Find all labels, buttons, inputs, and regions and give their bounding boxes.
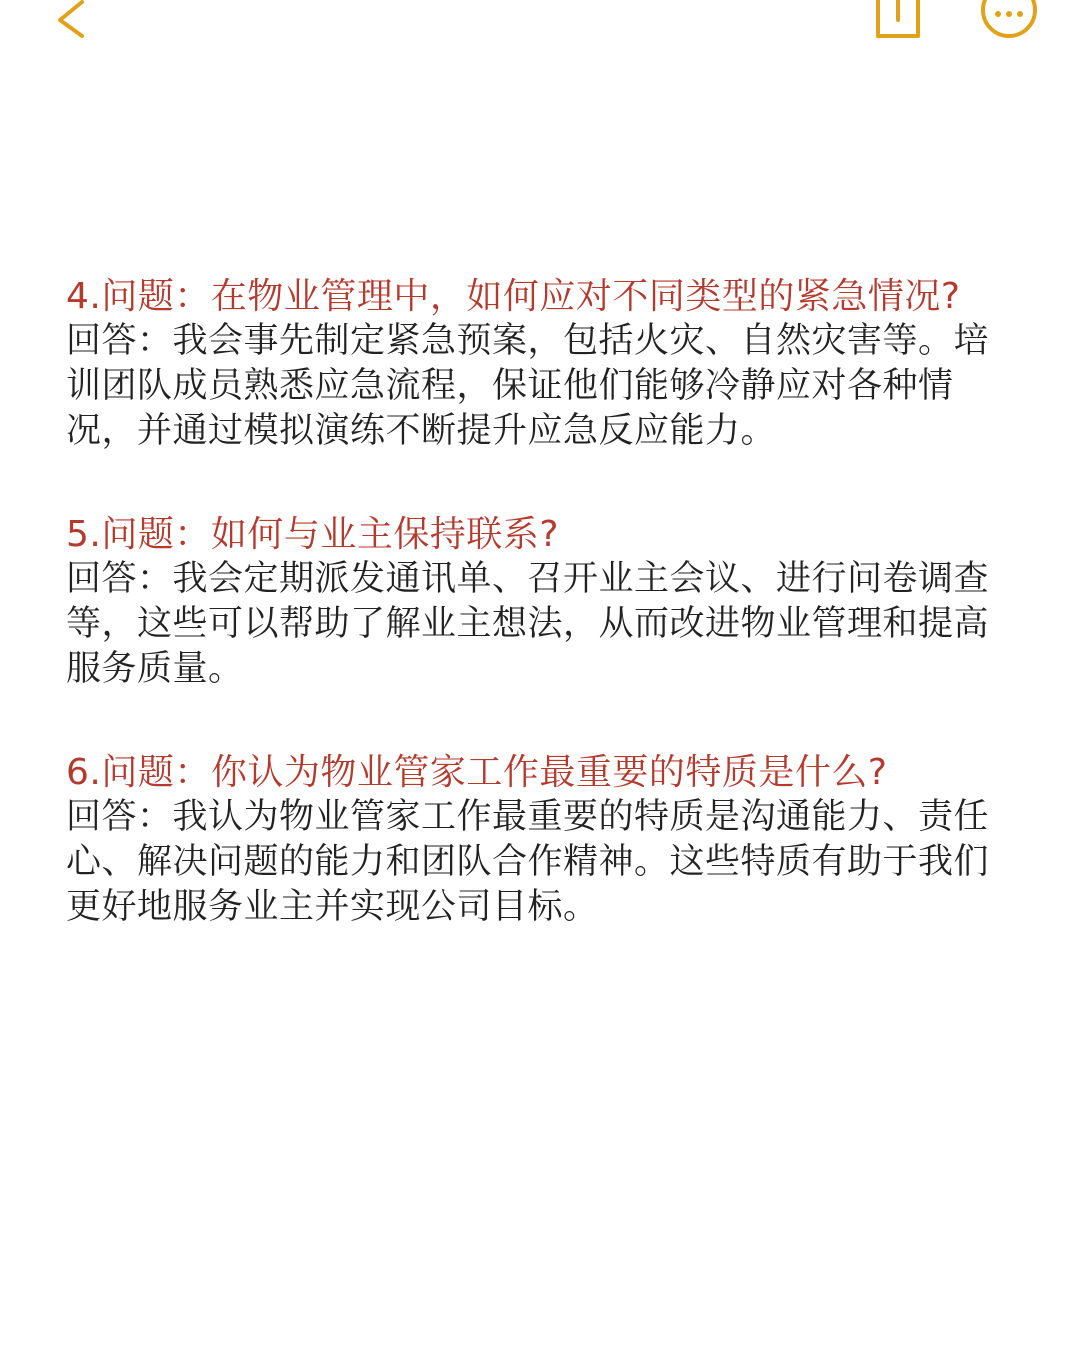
question-6: 6.问题：你认为物业管家工作最重要的特质是什么? <box>66 752 888 793</box>
share-button[interactable] <box>872 0 924 42</box>
top-toolbar <box>0 0 1080 60</box>
qa-list <box>66 274 996 930</box>
qa-item-4 <box>66 274 996 454</box>
qa-item-6 <box>66 750 996 930</box>
question-4: 4.问题：在物业管理中，如何应对不同类型的紧急情况? <box>66 276 961 317</box>
answer-5: 回答：我会定期派发通讯单、召开业主会议、进行问卷调查等，这些可以帮助了解业主想法，从而改进物业管理和提高服务质量。 <box>66 559 990 689</box>
more-button[interactable] <box>976 0 1042 42</box>
more-icon <box>976 0 1042 42</box>
qa-item-5 <box>66 512 996 692</box>
answer-6: 回答：我认为物业管家工作最重要的特质是沟通能力、责任心、解决问题的能力和团队合作精神。这些特质有助于我们更好地服务业主并实现公司目标。 <box>66 797 990 927</box>
chevron-left-icon <box>48 0 96 40</box>
answer-4: 回答：我会事先制定紧急预案，包括火灾、自然灾害等。培训团队成员熟悉应急流程，保证他们能够冷静应对各种情况，并通过模拟演练不断提升应急反应能力。 <box>66 321 990 451</box>
share-icon <box>872 0 924 42</box>
back-button[interactable] <box>48 0 96 40</box>
question-5: 5.问题：如何与业主保持联系? <box>66 514 559 555</box>
